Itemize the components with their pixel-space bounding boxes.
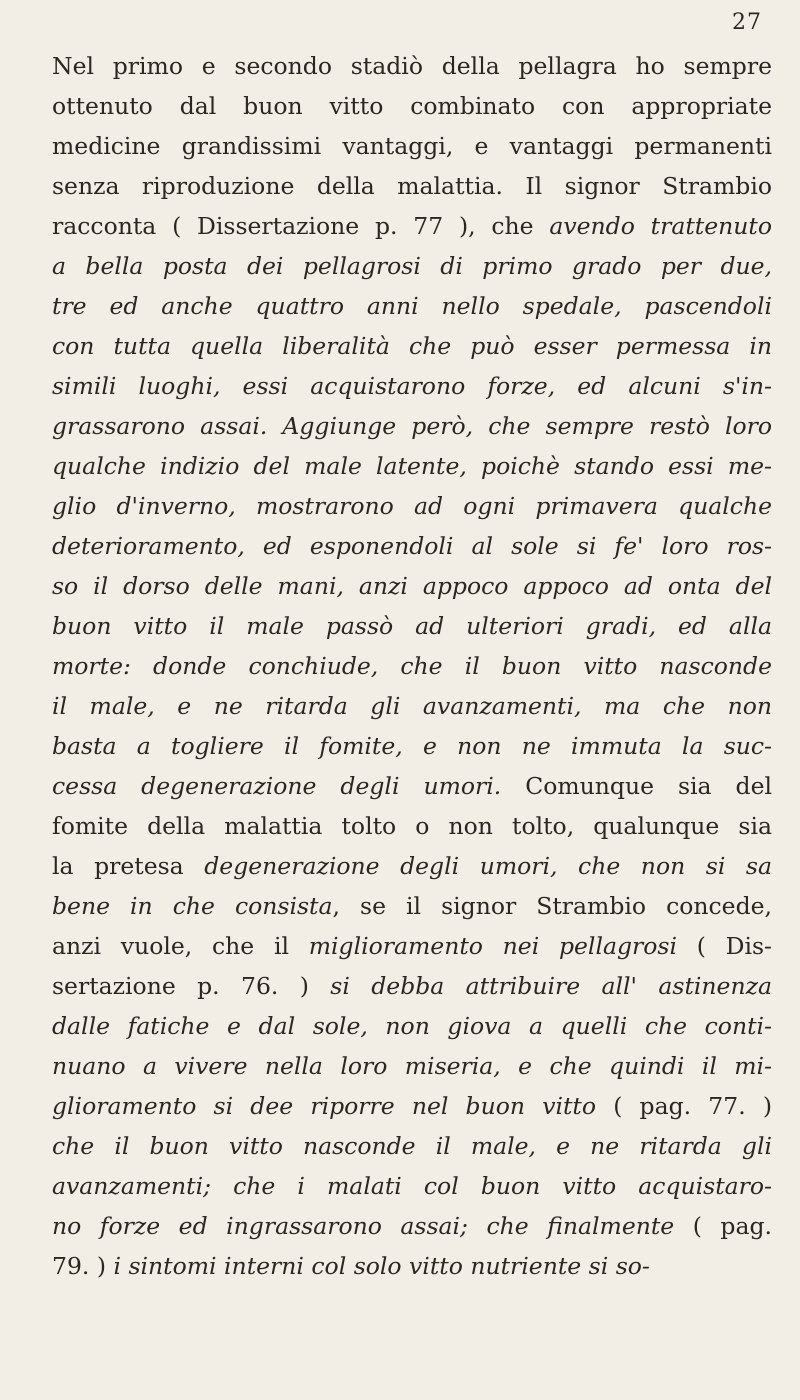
- text-line: [52, 1006, 772, 1046]
- text-line: [52, 1206, 772, 1246]
- text-line: [52, 846, 772, 886]
- text-line: [52, 1166, 772, 1206]
- text-line: [52, 886, 772, 926]
- text-segment: racconta ( Dissertazione p. 77 ), che: [52, 212, 550, 240]
- text-line: [52, 1246, 772, 1286]
- text-line: [52, 46, 772, 86]
- text-segment: ottenuto dal buon vitto combinato con appropriate: [52, 92, 772, 120]
- italic-text-segment: so il dorso delle mani, anzi appoco appoco ad onta del: [52, 572, 772, 600]
- text-segment: , se il signor Strambio concede,: [332, 892, 772, 920]
- text-segment: Comunque sia del: [501, 772, 772, 800]
- text-line: [52, 166, 772, 206]
- page-number: 27: [732, 10, 762, 35]
- text-segment: ( pag. 77. ): [596, 1092, 772, 1120]
- italic-text-segment: a bella posta dei pellagrosi di primo grado per due,: [52, 252, 772, 280]
- italic-text-segment: tre ed anche quattro anni nello spedale, pascendoli: [52, 292, 772, 320]
- text-segment: fomite della malattia tolto o non tolto, qualunque sia: [52, 812, 772, 840]
- italic-text-segment: deterioramento, ed esponendoli al sole si fe' loro ros-: [52, 532, 772, 560]
- italic-text-segment: con tutta quella liberalità che può esser permessa in: [52, 332, 772, 360]
- text-line: [52, 206, 772, 246]
- text-line: [52, 406, 772, 446]
- text-line: [52, 326, 772, 366]
- italic-text-segment: grassarono assai. Aggiunge però, che sempre restò loro: [52, 412, 772, 440]
- italic-text-segment: cessa degenerazione degli umori.: [52, 772, 502, 800]
- text-segment: sertazione p. 76. ): [52, 972, 331, 1000]
- italic-text-segment: buon vitto il male passò ad ulteriori gradi, ed alla: [52, 612, 772, 640]
- text-segment: ( pag.: [674, 1212, 772, 1240]
- text-line: [52, 526, 772, 566]
- text-line: [52, 966, 772, 1006]
- text-line: [52, 1086, 772, 1126]
- text-line: [52, 246, 772, 286]
- text-line: [52, 126, 772, 166]
- text-line: [52, 766, 772, 806]
- italic-text-segment: il male, e ne ritarda gli avanzamenti, ma che non: [52, 692, 772, 720]
- italic-text-segment: che il buon vitto nasconde il male, e ne ritarda gli: [52, 1132, 772, 1160]
- text-segment: Nel primo e secondo stadiò della pellagra ho sempre: [52, 52, 772, 80]
- text-line: [52, 926, 772, 966]
- italic-text-segment: basta a togliere il fomite, e non ne immuta la suc-: [52, 732, 772, 760]
- text-line: [52, 606, 772, 646]
- text-line: [52, 686, 772, 726]
- text-segment: medicine grandissimi vantaggi, e vantaggi permanenti: [52, 132, 772, 160]
- italic-text-segment: simili luoghi, essi acquistarono forze, ed alcuni s'in-: [52, 372, 772, 400]
- italic-text-segment: miglioramento nei pellagrosi: [308, 932, 677, 960]
- italic-text-segment: morte: donde conchiude, che il buon vitto nasconde: [52, 652, 772, 680]
- italic-text-segment: dalle fatiche e dal sole, non giova a quelli che conti-: [52, 1012, 772, 1040]
- text-line: [52, 646, 772, 686]
- italic-text-segment: bene in che consista: [52, 892, 333, 920]
- italic-text-segment: nuano a vivere nella loro miseria, e che quindi il mi-: [52, 1052, 772, 1080]
- text-segment: ( Dis-: [676, 932, 772, 960]
- italic-text-segment: glioramento si dee riporre nel buon vitto: [52, 1092, 597, 1120]
- text-line: [52, 566, 772, 606]
- italic-text-segment: qualche indizio del male latente, poichè stando essi me-: [52, 452, 772, 480]
- text-line: [52, 726, 772, 766]
- italic-text-segment: no forze ed ingrassarono assai; che finalmente: [52, 1212, 675, 1240]
- text-line: [52, 86, 772, 126]
- italic-text-segment: avendo trattenuto: [549, 212, 772, 240]
- text-line: [52, 1046, 772, 1086]
- italic-text-segment: degenerazione degli umori, che non si sa: [204, 852, 772, 880]
- text-segment: la pretesa: [52, 852, 205, 880]
- text-segment: anzi vuole, che il: [52, 932, 309, 960]
- text-line: [52, 446, 772, 486]
- text-line: [52, 806, 772, 846]
- italic-text-segment: si debba attribuire all' astinenza: [330, 972, 772, 1000]
- text-line: [52, 1126, 772, 1166]
- text-segment: senza riproduzione della malattia. Il signor Strambio: [52, 172, 772, 200]
- text-segment: 79. ): [52, 1252, 114, 1280]
- text-line: [52, 366, 772, 406]
- text-line: [52, 486, 772, 526]
- body-text: [52, 46, 772, 1286]
- text-line: [52, 286, 772, 326]
- italic-text-segment: avanzamenti; che i malati col buon vitto acquistaro-: [52, 1172, 772, 1200]
- italic-text-segment: i sintomi interni col solo vitto nutriente si so-: [113, 1252, 650, 1280]
- italic-text-segment: glio d'inverno, mostrarono ad ogni primavera qualche: [52, 492, 772, 520]
